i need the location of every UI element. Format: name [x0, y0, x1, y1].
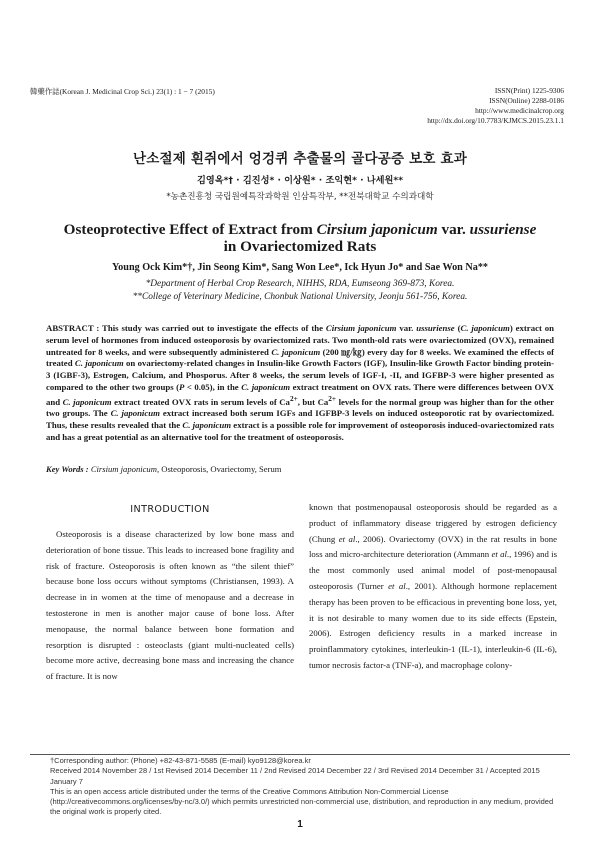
korean-affiliation: *농촌진흥청 국립원예특작과학원 인삼특작부, **전북대학교 수의과대학	[166, 192, 434, 202]
abstract-label: ABSTRACT :	[46, 323, 100, 333]
english-authors: Young Ock Kim*†, Jin Seong Kim*, Sang Won Lee*, Ick Hyun Jo* and Sae Won Na**	[111, 262, 489, 273]
english-title: Osteoprotective Effect of Extract from Cirsium japonicum var. ussuriense in Ovariectomized Rats	[63, 221, 537, 255]
footnote-divider	[30, 754, 570, 755]
journal-identifiers	[427, 86, 564, 126]
intro-paragraph-left: Osteoporosis is a disease characterized by low bone mass and deterioration of bone tissue. This leads to increased bone fragility and risk of fracture. Osteoporosis is often known as “the silent thief” because bone loss occurs without symptoms (Christiansen, 1993). A decrease in in women at the time of menopause and a decrease in testosterone in men is another major cause of bone loss. After menopause, the normal balance between bone formation and resorption is disrupted : osteoclasts (giant multi-nucleated cells) become more active, decreasing bone mass and increasing the chance of fracture. It is now	[46, 529, 294, 682]
affiliation-2: **College of Veterinary Medicine, Chonbuk National University, Jeonju 561-756, Korea.	[132, 291, 468, 302]
footnotes	[50, 756, 560, 818]
korean-title: 난소절제 흰쥐에서 엉겅퀴 추출물의 골다공증 보호 효과	[133, 151, 467, 167]
keywords-label: Key Words :	[46, 464, 89, 474]
section-heading-introduction: INTRODUCTION	[130, 504, 210, 515]
issn-online: ISSN(Online) 2288-0186	[489, 96, 564, 105]
page-number: 1	[297, 819, 303, 830]
keywords: Key Words : Cirsium japonicum, Osteoporosis, Ovariectomy, Serum	[46, 464, 282, 474]
received-dates: Received 2014 November 28 / 1st Revised 2014 December 11 / 2nd Revised 2014 December 22 / 3rd Revised 2014 December 31 / Accepted 2015 January 7	[50, 766, 540, 786]
korean-authors: 김영옥*† · 김진성* · 이상원* · 조익현* · 나세원**	[196, 175, 404, 186]
abstract: ABSTRACT : This study was carried out to investigate the effects of the Cirsium japonicum var. ussuriense (C. japonicum) extract on serum level of hormones from induced osteoporosis by ovariectomized rats. Two month-old rats were ovariectomized (OVX), remained untreated for 8 weeks, and were subsequently administered C. japonicum (200 ㎎/㎏) every day for 8 weeks. We examined the effects of treated C. japonicum on ovariectomy-related changes in Insulin-like Growth Factors (IGF), Insulin-like Growth Factor binding protein-3 (IGBF-3), Estrogen, Calcium, and Phosporus. After 8 weeks, the serum levels of IGF-I, -II, and IGFBP-3 were higher presented as compared to the other two groups (P < 0.05), in the C. japonicum extract treatment on OVX rats. There were differences between OVX and C. japonicum extract treated OVX rats in serum levels of $Ca^{2+}$, but $Ca^{2+}$ levels for the normal group was higher than for the other two groups. The C. japonicum extract increased both serum IGFs and IGFBP-3 levels on induced osteoporotic rat by ovariectomized. Thus, these results revealed that the C. japonicum extract is a possible role for improvement of osteoporosis induced-ovariectomized rats and has a great potential as an alternative tool for the treatment of osteoporosis.	[46, 323, 555, 442]
affiliation-1: *Department of Herbal Crop Research, NIHHS, RDA, Eumseong 369-873, Korea.	[145, 279, 455, 289]
doi-link[interactable]: http://dx.doi.org/10.7783/KJMCS.2015.23.1.1	[427, 116, 564, 125]
journal-url[interactable]: http://www.medicinalcrop.org	[475, 106, 564, 115]
license-statement: This is an open access article distributed under the terms of the Creative Commons Attribution Non-Commercial License (http://creativecommons.org/licenses/by-nc/3.0/) which permits unrestricted non-commercial use, distribution, and reproduction in any medium, provided the original work is properly cited.	[50, 786, 554, 817]
intro-paragraph-right: known that postmenopausal osteoporosis should be regarded as a product of inflammatory disease triggered by estrogen deficiency (Chung et al., 2006). Ovariectomy (OVX) in the rat results in bone loss and micro-architecture deterioration (Ammann et al., 1996) and is the most commonly used animal model of post-menopausal osteoporosis (Turner et al., 2001). Although hormone replacement therapy has been proven to be efficacious in preventing bone loss, yet, it is not desirable to many women due to its side effects (Epstein, 2006). Estrogen deficiency results in a marked increase in proinflammatory cytokines, interleukin-1 (IL-1), interleukin-6 (IL-6), tumor necrosis factor-a (TNF-a), and macrophage colony-	[309, 502, 557, 670]
corresponding-author: †Corresponding author: (Phone) +82-43-871-5585 (E-mail) kyo9128@korea.kr	[50, 756, 311, 765]
english-affiliations	[0, 278, 600, 303]
issn-print: ISSN(Print) 1225-9306	[494, 86, 564, 95]
journal-citation: 韓藥作誌(Korean J. Medicinal Crop Sci.) 23(1) : 1 − 7 (2015)	[30, 87, 215, 96]
body-column-left	[46, 504, 294, 685]
body-column-right	[309, 500, 557, 674]
